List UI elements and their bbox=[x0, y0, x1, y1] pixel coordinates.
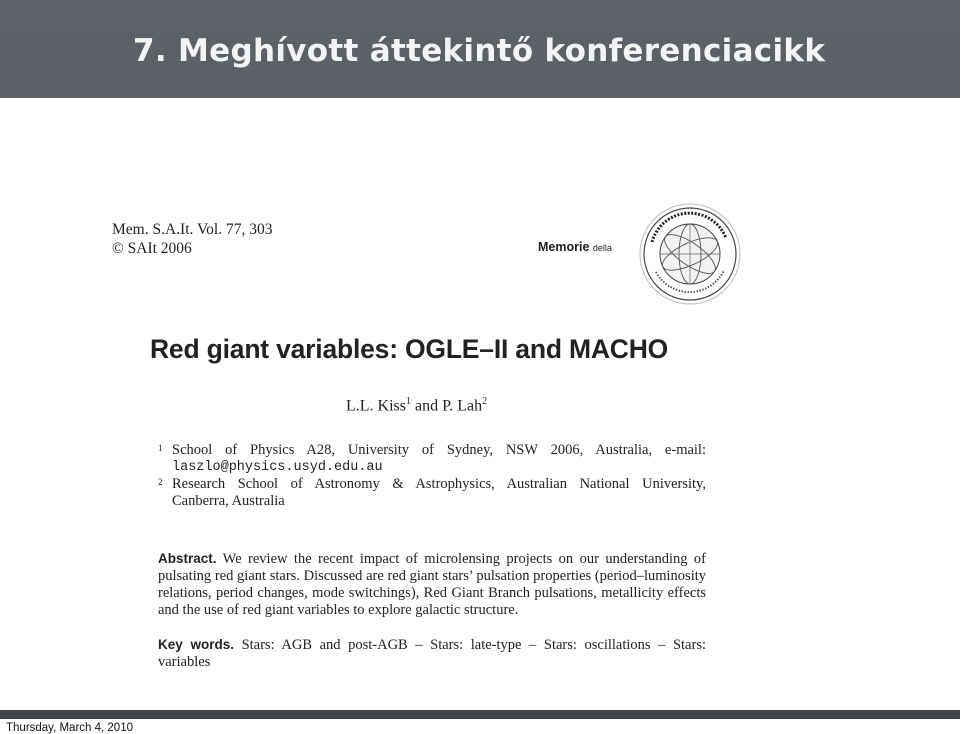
keywords-label: Key words. bbox=[158, 637, 234, 652]
author-kiss: L.L. Kiss bbox=[346, 397, 406, 415]
affiliation-1-marker: 1 bbox=[158, 443, 163, 453]
abstract-text: We review the recent impact of microlensing projects on our understanding of pulsating red giant stars. Discussed are red giant stars’ pulsation properties (period–luminosity relations, period changes, mode switchings), Red Giant Branch pulsations, metallicity effects and the use of red giant variables to explore galactic structure. bbox=[158, 551, 706, 618]
keywords-text: Stars: AGB and post-AGB – Stars: late-type – Stars: oscillations – Stars: variables bbox=[158, 637, 706, 670]
abstract-label: Abstract. bbox=[158, 551, 217, 566]
paper-authors bbox=[346, 396, 487, 415]
affiliation-2-marker: 2 bbox=[158, 477, 163, 487]
memorie-word: Memorie bbox=[538, 240, 590, 254]
journal-reference bbox=[112, 220, 272, 258]
journal-volume: Mem. S.A.It. Vol. 77, 303 bbox=[112, 221, 273, 238]
memorie-label bbox=[538, 240, 612, 254]
affiliation-1 bbox=[158, 442, 706, 476]
footer-date: Thursday, March 4, 2010 bbox=[6, 722, 133, 734]
keywords bbox=[158, 636, 706, 671]
affiliation-1-text: School of Physics A28, University of Sydney, NSW 2006, Australia, e-mail: bbox=[172, 442, 706, 458]
paper-page-image bbox=[0, 98, 960, 710]
della-word: della bbox=[592, 243, 612, 253]
author-kiss-sup: 1 bbox=[406, 396, 411, 407]
affiliation-2-city: Canberra, Australia bbox=[172, 493, 285, 509]
slide-title: 7. Meghívott áttekintő konferenciacikk bbox=[133, 33, 826, 69]
sait-seal-logo bbox=[638, 202, 742, 306]
author-lah: and P. Lah bbox=[411, 397, 483, 415]
affiliation-2 bbox=[158, 476, 706, 510]
abstract bbox=[158, 550, 706, 619]
affiliation-2-text: Research School of Astronomy & Astrophysics, Australian National University, bbox=[172, 476, 706, 492]
author-lah-sup: 2 bbox=[482, 396, 488, 407]
affiliation-1-email: laszlo@physics.usyd.edu.au bbox=[172, 460, 383, 475]
paper-title: Red giant variables: OGLE–II and MACHO bbox=[150, 334, 669, 364]
slide-bottom-bar bbox=[0, 710, 960, 719]
affiliations bbox=[158, 442, 706, 510]
journal-copyright: © SAIt 2006 bbox=[112, 240, 192, 257]
